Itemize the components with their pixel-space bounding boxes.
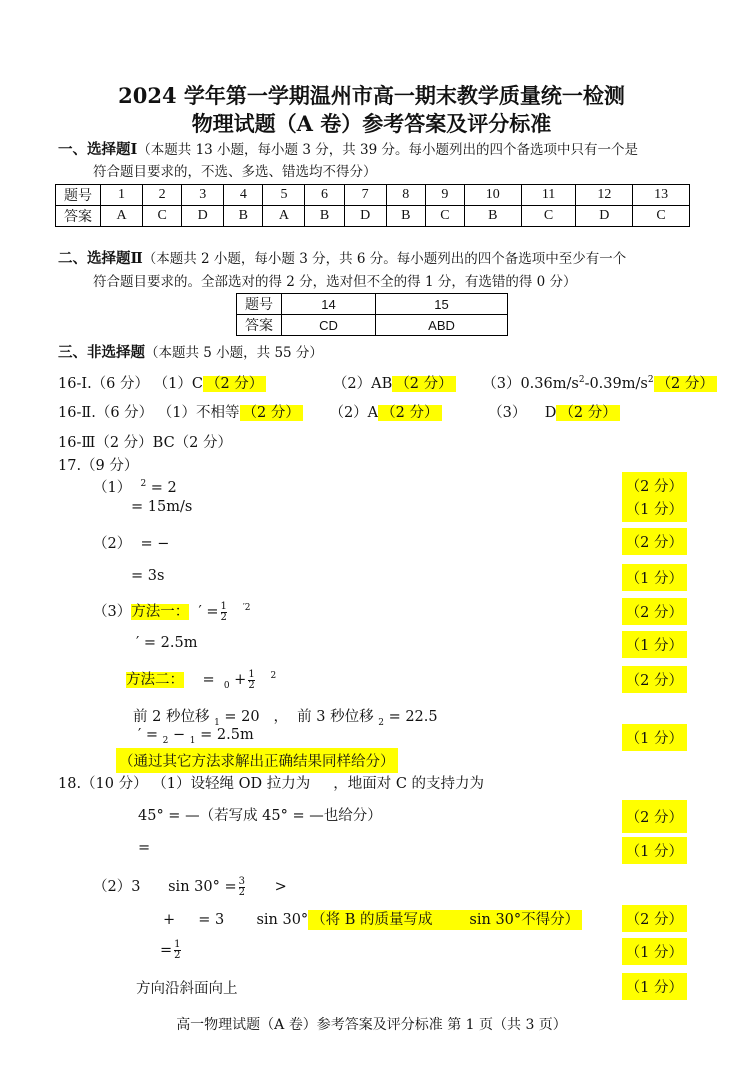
q16-3-line: 16-Ⅲ（2 分）BC（2 分）: [58, 435, 233, 451]
table-cell: A: [263, 206, 305, 227]
q18-line3: [93, 875, 287, 898]
table-cell: 8: [386, 185, 425, 206]
table-cell: 14: [282, 294, 376, 315]
table-cell: B: [464, 206, 521, 227]
q18-line2: =: [138, 840, 151, 856]
q17-score-1: （2 分）: [622, 472, 687, 499]
q17-method2: 方法二：: [126, 672, 184, 688]
q17-l9-sub1: 2: [162, 735, 169, 746]
q18-score-3: （2 分）: [622, 905, 687, 932]
q18-l3-a: （2）3: [93, 879, 141, 895]
q17-line9: [138, 727, 254, 746]
q17-l8-c: = 22.5: [388, 709, 438, 725]
q17-l7-eq: =: [202, 672, 215, 688]
frac-den: 2: [174, 950, 181, 961]
q17-line2: = 15m/s: [131, 499, 193, 515]
table-row-label: 答案: [56, 206, 101, 227]
q18-line0: [58, 772, 484, 793]
q17-line5: [93, 600, 251, 623]
table-cell: 7: [344, 185, 386, 206]
q18-label: 18.（10 分）: [58, 776, 148, 792]
q17-line8: [133, 705, 438, 728]
table-cell: 2: [143, 185, 182, 206]
section3-header: [58, 341, 323, 362]
table-cell: C: [425, 206, 464, 227]
q17-l9-b: −: [173, 727, 186, 743]
q17-l1-eq: = 2: [150, 480, 177, 496]
q17-l1-part: （1）: [93, 480, 132, 496]
section2-desc2: 符合题目要求的。全部选对的得 2 分，选对但不全的得 1 分，有选错的得 0 分）: [93, 274, 577, 290]
q17-score-6: （1 分）: [622, 631, 687, 658]
q16-2-line: [58, 401, 620, 422]
table-cell: D: [576, 206, 633, 227]
table-row-label: 题号: [56, 185, 101, 206]
q18-l5-a: =: [160, 942, 173, 959]
section2-heading: 二、选择题Ⅱ: [58, 250, 143, 267]
section1-header: [58, 138, 638, 159]
table-cell: 9: [425, 185, 464, 206]
q17-score-8: （1 分）: [622, 724, 687, 751]
q17-label: 17.（9 分）: [58, 458, 139, 474]
frac-num: 1: [248, 668, 255, 680]
q17-l5-part: （3）: [93, 604, 132, 620]
q16-2-label: 16-Ⅱ.（6 分）: [58, 405, 154, 421]
q18-l4-note: （将 B 的质量写成 sin 30°不得分）: [308, 910, 582, 930]
q17-line7: [126, 668, 276, 691]
q16-1-part2-score: （2 分）: [392, 376, 455, 392]
q17-score-2: （1 分）: [622, 495, 687, 522]
table-cell: 12: [576, 185, 633, 206]
q17-l7-plus: +: [234, 672, 247, 688]
q16-1-part1-score: （2 分）: [203, 376, 266, 392]
q16-1-part3a: （3）0.36m/s: [482, 376, 579, 392]
q17-line1: [93, 476, 177, 497]
table-cell: 3: [182, 185, 224, 206]
q18-l5-frac: [174, 940, 180, 961]
q17-line4: = 3s: [131, 568, 165, 584]
q18-intro: （1）设轻绳 OD 拉力为 ，地面对 C 的支持力为: [152, 776, 485, 792]
q17-score-4: （1 分）: [622, 564, 687, 591]
q18-l4-b: sin 30°: [256, 912, 309, 928]
q17-l1-sup: 2: [140, 479, 147, 490]
q18-l4-a: + = 3: [163, 912, 225, 928]
table-cell: B: [386, 206, 425, 227]
table-cell: D: [344, 206, 386, 227]
q18-line1: 45° = —（若写成 45° = —也给分）: [138, 808, 382, 824]
table-cell: A: [101, 206, 143, 227]
q17-l7-sup: 2: [270, 671, 277, 682]
q17-l5-frac: [221, 602, 227, 623]
page-subtitle: 物理试题（A 卷）参考答案及评分标准: [191, 111, 552, 136]
q18-line5: [160, 940, 183, 961]
q18-line4: [163, 908, 582, 929]
table-row-label: 题号: [237, 294, 282, 315]
q16-1-sup2: 2: [647, 375, 654, 386]
page-title: 2024 学年第一学期温州市高一期末教学质量统一检测: [118, 83, 625, 108]
frac-num: 1: [220, 600, 227, 612]
section2-desc1: （本题共 2 小题，每小题 3 分，共 6 分。每小题列出的四个备选项中至少有一个: [142, 251, 627, 267]
q16-1-part3b: -0.39m/s: [584, 376, 648, 392]
q18-l3-c: >: [274, 879, 287, 895]
q17-l8-a: 前 2 秒位移: [133, 709, 210, 725]
frac-num: 3: [238, 875, 245, 887]
q17-l5-sup: ′2: [242, 603, 251, 614]
q18-score-4: （1 分）: [622, 938, 687, 965]
q17-score-7: （2 分）: [622, 666, 687, 693]
q17-score-3: （2 分）: [622, 528, 687, 555]
q16-2-part2: （2）A: [329, 405, 379, 421]
q18-l3-frac: [239, 877, 245, 898]
q17-l9-c: = 2.5m: [200, 727, 254, 743]
q16-1-line: [58, 372, 717, 393]
q17-score-5: （2 分）: [622, 598, 687, 625]
section1-heading: 一、选择题Ⅰ: [58, 141, 138, 158]
table-cell: 11: [521, 185, 576, 206]
table-cell: C: [633, 206, 690, 227]
table-cell: 10: [464, 185, 521, 206]
table-cell: B: [224, 206, 263, 227]
q17-l8-sub2: 2: [378, 717, 384, 728]
table-cell: C: [143, 206, 182, 227]
frac-den: 2: [248, 679, 255, 691]
table-row-label: 答案: [237, 315, 282, 336]
q16-2-part3: （3） D: [488, 405, 557, 421]
q17-l7-sub: 0: [223, 680, 230, 691]
table-cell: CD: [282, 315, 376, 336]
section2-header: [58, 247, 626, 268]
section2-answer-table: [236, 293, 508, 336]
q16-1-part3-score: （2 分）: [654, 376, 717, 392]
table-cell: 4: [224, 185, 263, 206]
q17-l9-sub2: 1: [189, 735, 196, 746]
table-cell: 1: [101, 185, 143, 206]
frac-den: 2: [238, 886, 245, 898]
table-cell: 6: [305, 185, 344, 206]
table-cell: 13: [633, 185, 690, 206]
q16-1-sup1: 2: [578, 375, 585, 386]
q16-2-part1: （1）不相等: [157, 405, 240, 421]
q18-line6: 方向沿斜面向上: [136, 981, 238, 997]
table-cell: C: [521, 206, 576, 227]
section3-heading: 三、非选择题: [58, 344, 145, 361]
q16-2-part1-score: （2 分）: [240, 405, 303, 421]
section3-desc: （本题共 5 小题，共 55 分）: [145, 345, 323, 361]
q16-2-part3-score: （2 分）: [556, 405, 619, 421]
q16-1-part1: （1）C: [153, 376, 203, 392]
q16-1-label: 16-Ⅰ.（6 分）: [58, 376, 150, 392]
section1-answer-table: [55, 184, 690, 227]
q16-1-part2: （2）AB: [332, 376, 393, 392]
q17-l3-eq: = −: [140, 536, 170, 552]
table-cell: B: [305, 206, 344, 227]
q18-score-2: （1 分）: [622, 837, 687, 864]
q18-score-5: （1 分）: [622, 973, 687, 1000]
q18-l3-b: sin 30° =: [168, 879, 237, 895]
q17-l5-eq: ′ =: [198, 604, 219, 620]
q17-l9-a: ′ =: [138, 727, 159, 743]
q17-l8-sub1: 1: [214, 717, 220, 728]
q17-line3: [93, 532, 169, 553]
q17-l7-frac: [248, 670, 254, 691]
q18-score-1: （2 分）: [622, 800, 687, 833]
q17-l3-part: （2）: [93, 536, 132, 552]
table-cell: ABD: [376, 315, 508, 336]
q17-line6: ′ = 2.5m: [136, 635, 198, 651]
q17-note: （通过其它方法求解出正确结果同样给分）: [116, 748, 398, 773]
table-cell: 15: [376, 294, 508, 315]
q17-l8-b: = 20 ， 前 3 秒位移: [224, 709, 374, 725]
q17-method1: 方法一：: [131, 604, 190, 620]
q16-2-part2-score: （2 分）: [378, 405, 441, 421]
section1-desc1: （本题共 13 小题，每小题 3 分，共 39 分。每小题列出的四个备选项中只有一个是: [137, 142, 638, 158]
section1-desc2: 符合题目要求的，不选、多选、错选均不得分）: [93, 164, 377, 180]
frac-den: 2: [220, 611, 227, 623]
table-cell: 5: [263, 185, 305, 206]
table-cell: D: [182, 206, 224, 227]
frac-num: 1: [174, 939, 181, 950]
page-footer: 高一物理试题（A 卷）参考答案及评分标准 第 1 页（共 3 页）: [176, 1017, 567, 1033]
